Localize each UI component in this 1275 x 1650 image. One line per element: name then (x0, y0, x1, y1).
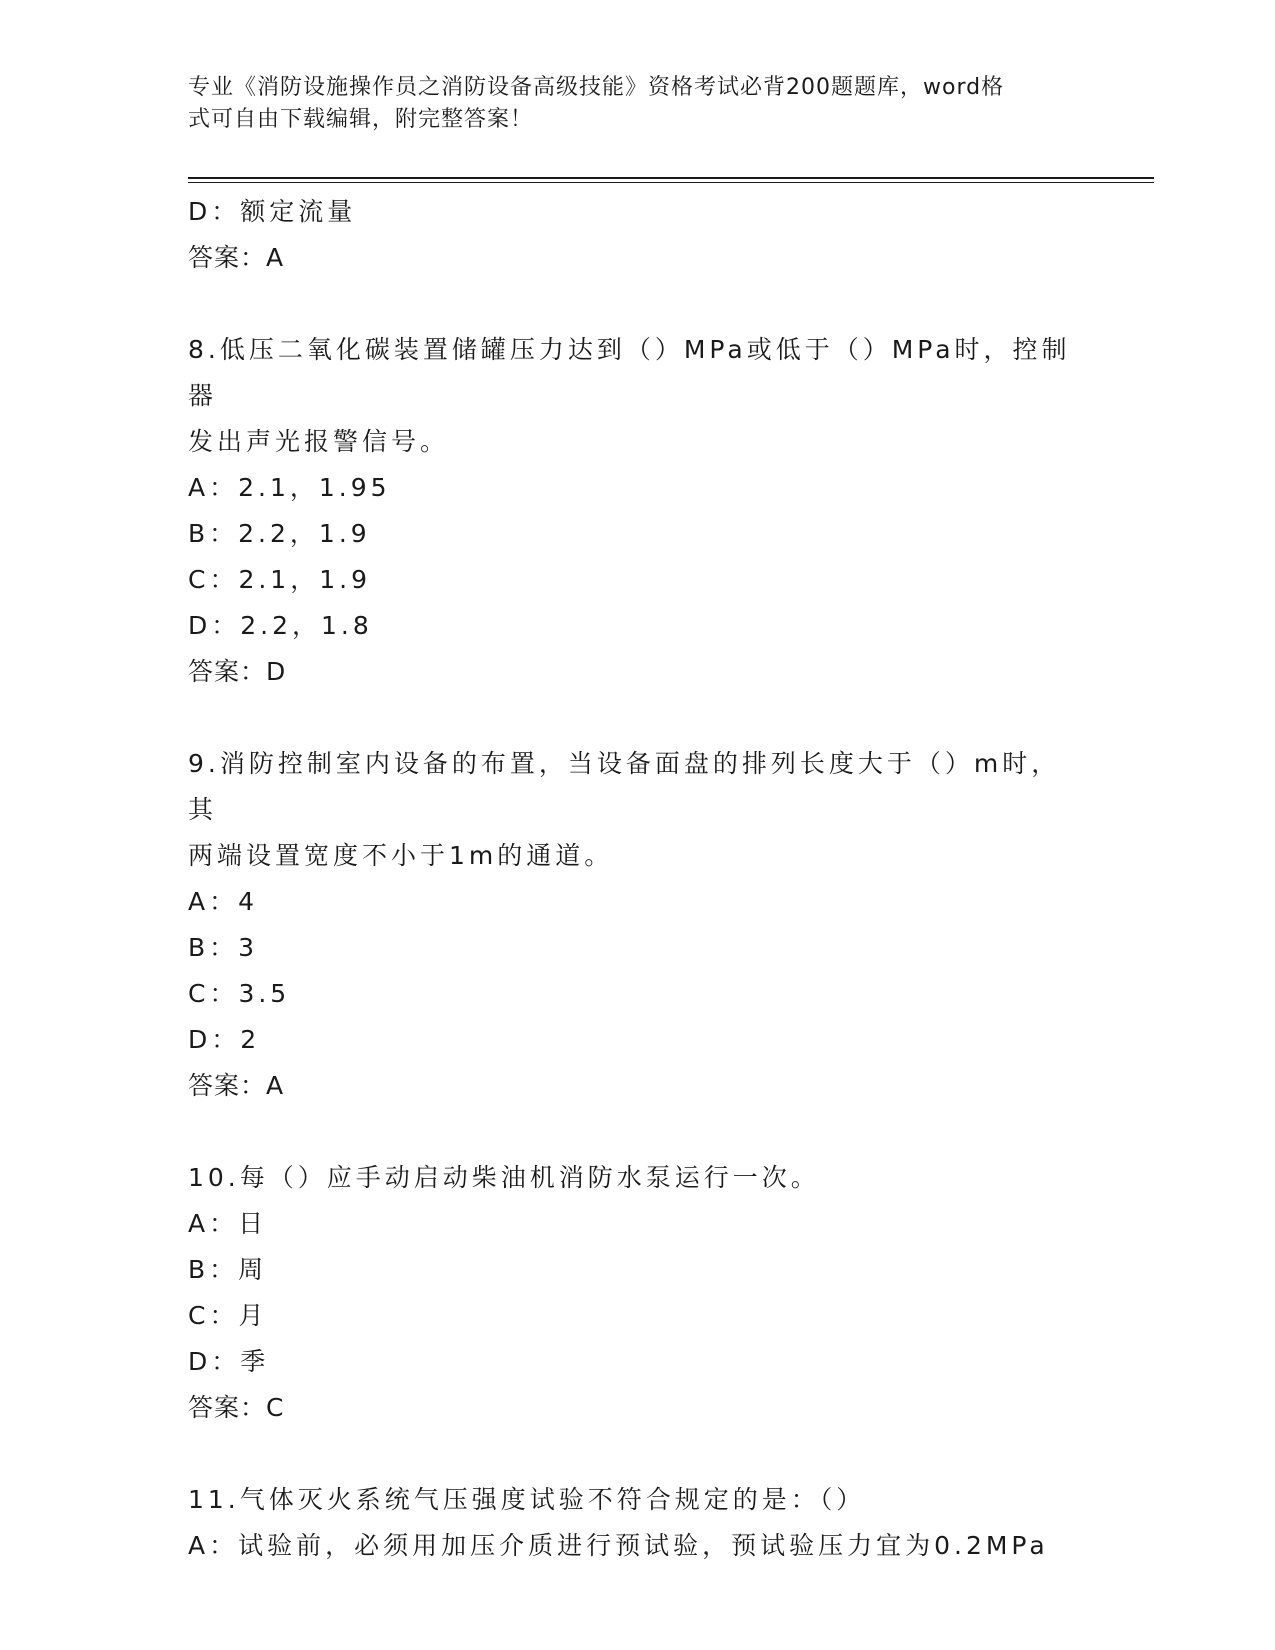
option-b: B：3 (188, 933, 259, 962)
question-9 (188, 741, 1088, 1109)
answer-line: 答案：D (188, 657, 287, 686)
header-line-2: 式可自由下载编辑，附完整答案！ (188, 107, 534, 132)
option-d: D：2.2，1.8 (188, 611, 373, 640)
option-d: D：2 (188, 1025, 261, 1054)
option-c: C：3.5 (188, 979, 291, 1008)
option-d: D：季 (188, 1347, 270, 1376)
option-b: B：2.2，1.9 (188, 519, 371, 548)
option-d: D：额定流量 (188, 197, 357, 226)
question-stem: 9.消防控制室内设备的布置，当设备面盘的排列长度大于（）m时，其 (188, 749, 1061, 824)
option-a: A：日 (188, 1209, 268, 1238)
option-c: C：2.1，1.9 (188, 565, 371, 594)
answer-line: 答案：A (188, 243, 285, 272)
header-divider-thin (188, 182, 1154, 183)
question-stem: 8.低压二氧化碳装置储罐压力达到（）MPa或低于（）MPa时，控制器 (188, 335, 1071, 410)
option-a: A：试验前，必须用加压介质进行预试验，预试验压力宜为0.2MPa (188, 1531, 1049, 1560)
header-line-1: 专业《消防设施操作员之消防设备高级技能》资格考试必背200题题库，word格 (188, 75, 1005, 100)
question-stem: 11.气体灭火系统气压强度试验不符合规定的是：（） (188, 1485, 866, 1514)
option-c: C：月 (188, 1301, 268, 1330)
option-a: A：2.1，1.95 (188, 473, 391, 502)
question-list (188, 189, 1088, 1569)
question-11 (188, 1477, 1088, 1569)
option-b: B：周 (188, 1255, 268, 1284)
option-a: A：4 (188, 887, 259, 916)
question-stem-continued: 两端设置宽度不小于1m的通道。 (188, 841, 614, 870)
carryover-block (188, 189, 1088, 281)
question-8 (188, 327, 1088, 695)
question-stem-continued: 发出声光报警信号。 (188, 427, 450, 456)
header-divider-thick (188, 177, 1154, 179)
answer-line: 答案：A (188, 1071, 285, 1100)
document-header (188, 72, 1088, 136)
question-stem: 10.每（）应手动启动柴油机消防水泵运行一次。 (188, 1163, 820, 1192)
answer-line: 答案：C (188, 1393, 285, 1422)
question-10 (188, 1155, 1088, 1431)
